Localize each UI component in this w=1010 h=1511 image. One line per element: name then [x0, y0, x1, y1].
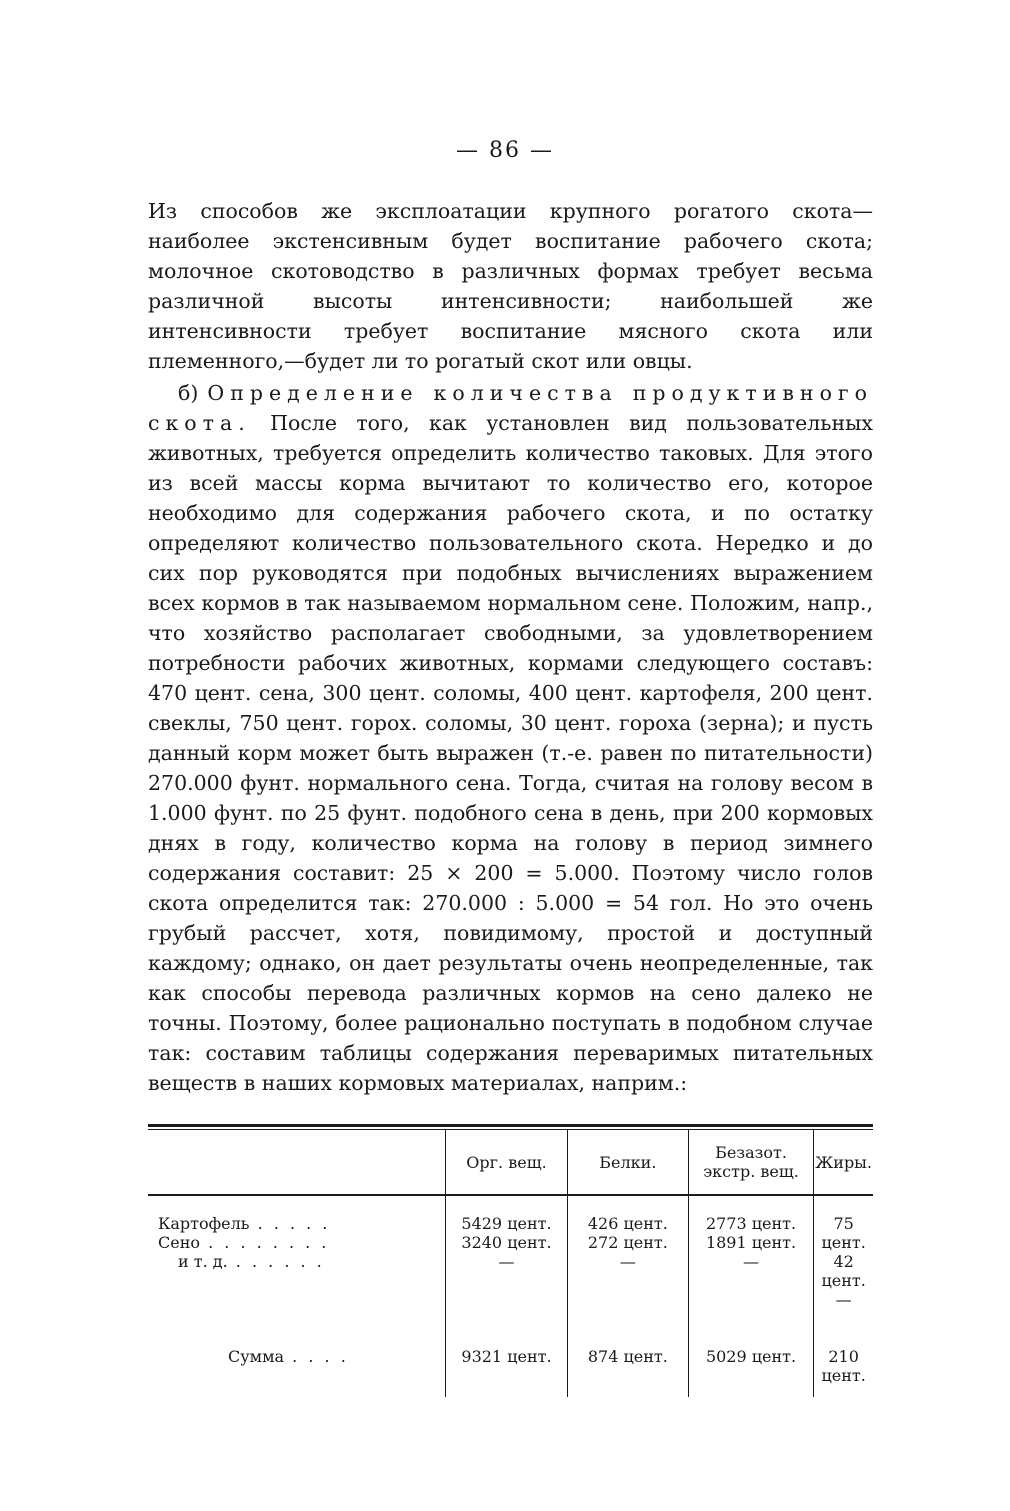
- org-values: [446, 1195, 568, 1329]
- table-data-rows: [148, 1195, 873, 1329]
- table-cell: 3240 цент.: [461, 1233, 552, 1252]
- header-protein: Белки.: [567, 1130, 688, 1195]
- paragraph-2-lead: б): [178, 381, 208, 405]
- paragraph-1: Из способов же эксплоатации крупного рогатого скота—наиболее экстенсивным будет воспитание рабочего скота; молочное скотоводство в различных формах требует весьма различной высоты интенсивности; наибольшей же интенсивности требует воспитание мясного скота или племенного,—будет ли то рогатый скот или овцы.: [148, 199, 873, 373]
- feed-nutrient-table: [148, 1124, 873, 1397]
- paragraph-2: [148, 378, 873, 1098]
- table-cell: —: [619, 1252, 636, 1271]
- sum-org: 9321 цент.: [446, 1329, 568, 1397]
- table-sum-row: [148, 1329, 873, 1397]
- header-fat: Жиры.: [814, 1130, 873, 1195]
- table-cell: —: [835, 1290, 852, 1309]
- table-cell: —: [498, 1252, 515, 1271]
- nutrient-table: [148, 1130, 873, 1397]
- table-cell: 1891 цент.: [705, 1233, 797, 1252]
- section-heading: Определение количества продуктивного скота.: [148, 381, 873, 435]
- table-row-label: Сено . . . . . . . .: [158, 1233, 330, 1252]
- protein-values: [567, 1195, 688, 1329]
- table-cell: 426 цент.: [587, 1214, 668, 1233]
- header-nfe-line1: Безазот.: [715, 1143, 787, 1162]
- table-cell: 2773 цент.: [705, 1214, 797, 1233]
- table-cell: 5429 цент.: [461, 1214, 552, 1233]
- sum-protein: 874 цент.: [567, 1329, 688, 1397]
- sum-label: Сумма . . . .: [228, 1347, 349, 1366]
- row-labels: [148, 1195, 446, 1329]
- sum-fat: 210 цент.: [814, 1329, 873, 1397]
- header-nfe: [688, 1130, 814, 1195]
- page-number: — 86 —: [456, 138, 554, 163]
- table-cell: 75 цент.: [821, 1214, 866, 1252]
- body-text: [148, 196, 873, 1098]
- header-nfe-line2: экстр. вещ.: [703, 1162, 799, 1181]
- table-cell: 42 цент.: [821, 1252, 866, 1290]
- paragraph-2-body: После того, как установлен вид пользовательных животных, требуется определить количество таковых. Для этого из всей массы корма вычитают то количество его, которое необходимо для содержания рабочего скота, и по остатку определяют количество пользовательного скота. Нередко и до сих пор руководятся при подобных вычислениях выражением всех кормов в так называемом нормальном сене. Положим, напр., что хозяйство располагает свободными, за удовлетворением потребности рабочих животных, кормами следующего составъ: 470 цент. сена, 300 цент. соломы, 400 цент. картофеля, 200 цент. свеклы, 750 цент. горох. соломы, 30 цент. гороха (зерна); и пусть данный корм может быть выражен (т.-е. равен по питательности) 270.000 фунт. нормального сена. Тогда, считая на голову весом в 1.000 фунт. по 25 фунт. подобного сена в день, при 200 кормовых днях в году, количество корма на голову в период зимнего содержания составит: 25 × 200 = 5.000. Поэтому число голов скота определится так: 270.000 : 5.000 = 54 гол. Но это очень грубый рассчет, хотя, повидимому, простой и доступный каждому; однако, он дает результаты очень неопределенные, так как способы перевода различных кормов на сено далеко не точны. Поэтому, более рационально поступать в подобном случае так: составим таблицы содержания переваримых питательных веществ в наших кормовых материалах, наприм.:: [148, 411, 873, 1095]
- table-header-row: [148, 1130, 873, 1195]
- header-empty: [148, 1130, 446, 1195]
- table-cell: 272 цент.: [587, 1233, 668, 1252]
- nfe-values: [688, 1195, 814, 1329]
- table-row-label: Картофель . . . . .: [158, 1214, 331, 1233]
- table-cell: —: [743, 1252, 760, 1271]
- sum-nfe: 5029 цент.: [688, 1329, 814, 1397]
- header-org: Орг. вещ.: [446, 1130, 568, 1195]
- table-row-label: и т. д. . . . . . .: [178, 1252, 325, 1271]
- fat-values: [814, 1195, 873, 1329]
